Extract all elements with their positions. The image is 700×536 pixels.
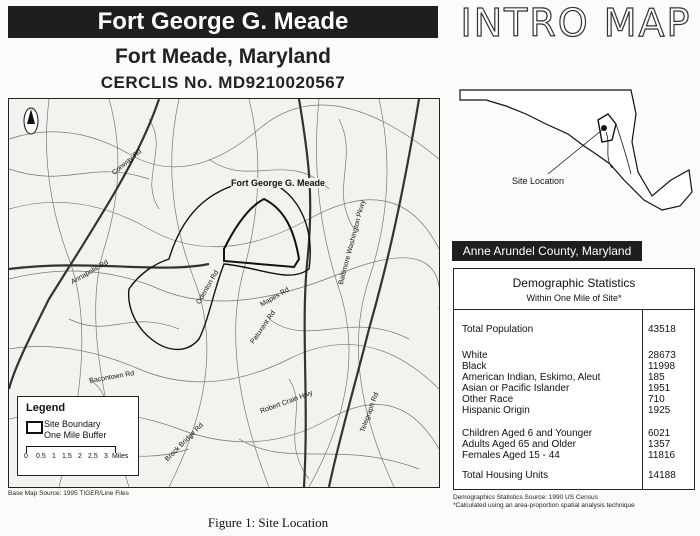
demographics-source-note [453,494,697,510]
scale-label: 0.5 [36,453,46,460]
stat-label: Hispanic Origin [462,405,530,416]
table-divider [454,309,694,310]
map-site-label: Fort George G. Meade [231,178,326,188]
scale-bar [24,446,129,460]
stat-value: 1357 [648,439,671,450]
stat-label: White [462,350,488,361]
map-source-note: Base Map Source: 1995 TIGER/Line Files [8,490,129,497]
scale-label: 2 [78,453,82,460]
stat-row-housing-units [462,470,688,481]
stat-label: Adults Aged 65 and Older [462,439,576,450]
stat-row-total-population [462,324,688,335]
scale-label: 2.5 [88,453,98,460]
stat-label: Females Aged 15 - 44 [462,450,560,461]
one-mile-buffer [129,179,311,349]
stat-value: 14188 [648,470,676,481]
legend-item-site-boundary: Site Boundary [44,419,101,429]
north-arrow [24,108,38,134]
stat-value: 43518 [648,324,676,335]
demographics-title: Demographic Statistics [512,276,636,290]
legend-title: Legend [26,402,66,414]
map-legend [17,396,139,476]
stat-row-white [462,350,688,361]
site-subtitle: Fort Meade, Maryland [115,45,331,68]
stat-row-adults-65 [462,439,688,450]
stat-label: Asian or Pacific Islander [462,383,570,394]
road-label: Conway Rd [110,148,144,177]
stat-label: Total Population [462,324,534,335]
road-label: Odenton Rd [195,269,221,306]
demographic-statistics-table [453,268,695,490]
site-boundary [224,199,299,267]
cerclis-number: CERCLIS No. MD9210020567 [100,73,346,92]
stat-label: American Indian, Eskimo, Aleut [462,372,601,383]
stat-row-american-indian [462,372,688,383]
stat-row-asian-pacific [462,383,688,394]
maryland-outline [456,84,694,218]
scale-label: 1.5 [62,453,72,460]
road-label: Patuxent Rd [249,309,278,346]
road-label: Annapolis Rd [70,259,110,286]
stat-value: 710 [648,394,665,405]
stat-value: 6021 [648,428,671,439]
stat-label: Total Housing Units [462,470,549,481]
site-location-map[interactable] [8,98,440,488]
calculation-note: *Calculated using an area-proportion spatial analysis technique [453,502,635,509]
stat-label: Black [462,361,487,372]
road-label: Bacontown Rd [88,370,135,385]
scale-label: 3 [104,453,108,460]
stat-value: 185 [648,372,665,383]
stat-value: 11998 [648,361,676,372]
scale-label: Miles [112,453,129,460]
road-label: Telegraph Rd [359,391,381,434]
stat-value: 1951 [648,383,671,394]
road-label: Brock Bridge Rd [163,422,205,463]
maryland-inset-map [456,84,694,218]
site-location-label: Site Location [512,176,565,186]
scale-label: 0 [24,453,28,460]
stat-label: Other Race [462,394,514,405]
stat-row-children [462,428,688,439]
site-boundary-swatch [26,421,43,434]
stat-value: 28673 [648,350,676,361]
intro-map-heading: INTRO MAP [460,1,692,45]
road-label: Robert Crain Hwy [259,389,314,416]
stat-row-other-race [462,394,688,405]
stat-label: Children Aged 6 and Younger [462,428,593,439]
stat-row-females [462,450,688,461]
site-title-banner: Fort George G. Meade [8,6,438,38]
road-label: Baltimore Washington Pkwy [337,199,368,286]
demographics-subtitle: Within One Mile of Site* [526,293,622,303]
stat-row-black [462,361,688,372]
scale-bar-line [26,446,116,453]
stat-value: 1925 [648,405,671,416]
legend-item-buffer: One Mile Buffer [44,430,107,440]
figure-caption: Figure 1: Site Location [207,515,329,530]
county-label: Anne Arundel County, Maryland [452,241,642,261]
scale-label: 1 [52,453,56,460]
census-source: Demographics Statistics Source: 1990 US Census [453,494,598,501]
road-label: Mapes Rd [259,286,291,309]
stat-row-hispanic-origin [462,405,688,416]
stat-value: 11816 [648,450,676,461]
